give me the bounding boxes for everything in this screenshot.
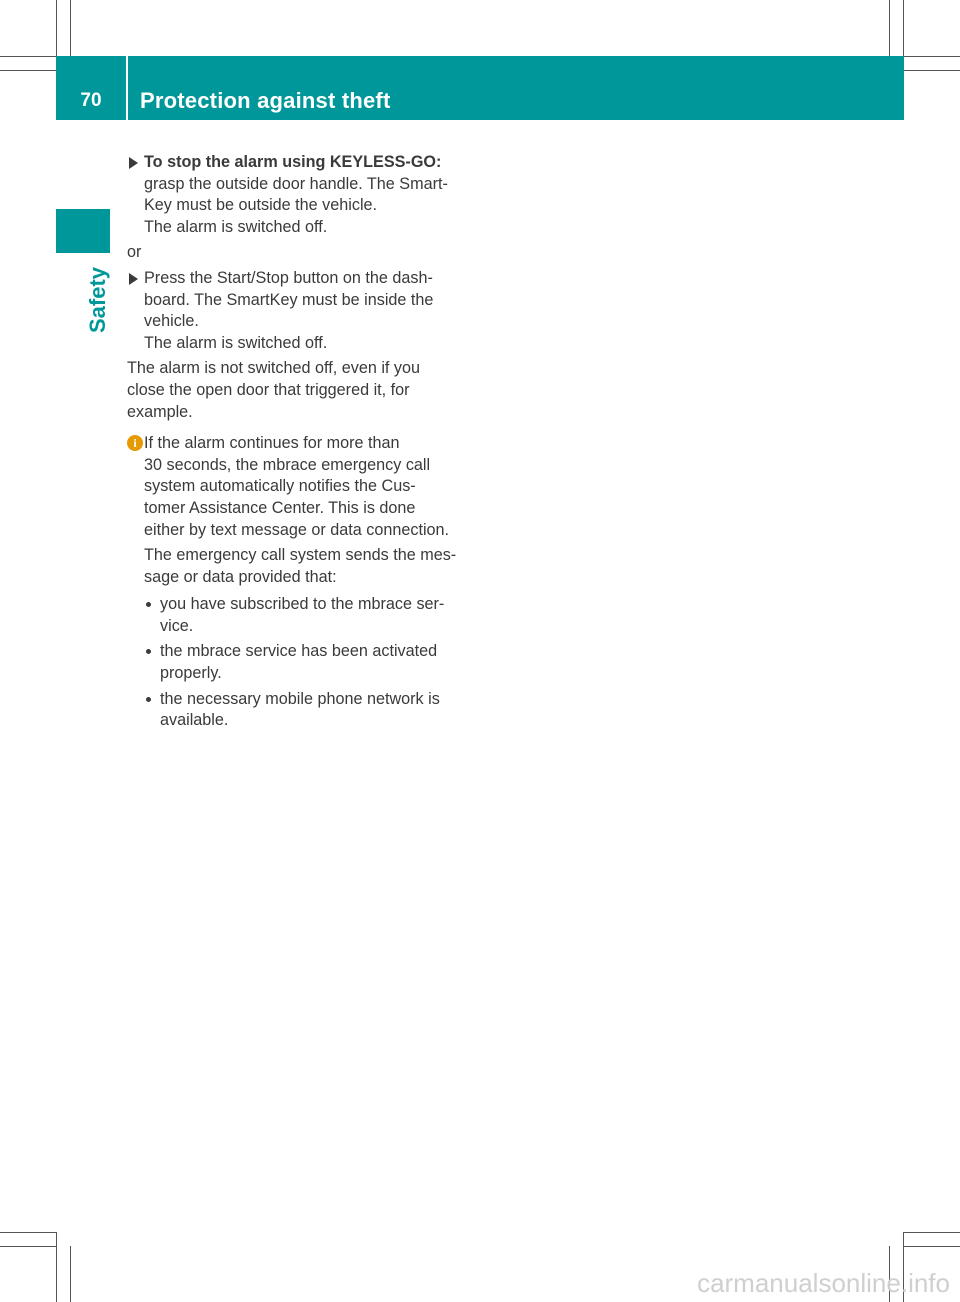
crop-mark xyxy=(0,56,56,57)
bullet-line: the necessary mobile phone network is xyxy=(160,689,440,708)
info-line: system automatically notifies the Cus- xyxy=(144,477,416,496)
bullet-line: the mbrace service has been activated xyxy=(160,642,438,661)
info-line: The emergency call system sends the mes- xyxy=(144,546,457,565)
crop-mark xyxy=(904,1232,960,1233)
crop-mark xyxy=(0,70,56,71)
bullet-line: you have subscribed to the mbrace ser- xyxy=(160,595,445,614)
info-bullet-list xyxy=(144,594,472,732)
step-text: board. The SmartKey must be inside the xyxy=(144,290,434,309)
step-start-stop xyxy=(127,268,472,354)
paragraph-line: example. xyxy=(127,402,193,421)
bullet-line: available. xyxy=(160,711,229,730)
side-tab-marker xyxy=(56,209,110,253)
step-keyless-go xyxy=(127,152,472,238)
body-paragraph xyxy=(127,358,472,423)
side-tab-label: Safety xyxy=(85,266,110,334)
header-divider xyxy=(126,56,128,120)
crop-mark xyxy=(889,0,890,56)
info-line: tomer Assistance Center. This is done xyxy=(144,498,416,517)
list-item xyxy=(144,594,472,637)
info-line: If the alarm continues for more than xyxy=(144,434,400,453)
info-line: sage or data provided that: xyxy=(144,567,337,586)
step-arrow-icon xyxy=(129,157,138,169)
list-item xyxy=(144,641,472,684)
info-paragraph xyxy=(144,433,472,541)
paragraph-line: close the open door that triggered it, for xyxy=(127,380,410,399)
info-paragraph xyxy=(144,545,472,588)
or-text: or xyxy=(127,243,142,262)
crop-mark xyxy=(70,1246,71,1302)
step-title: To stop the alarm using KEYLESS-GO: xyxy=(144,153,442,171)
bullet-dot-icon xyxy=(146,602,151,607)
crop-mark xyxy=(904,1246,960,1247)
step-text: grasp the outside door handle. The Smart- xyxy=(144,174,448,193)
crop-mark xyxy=(70,0,71,56)
crop-mark xyxy=(904,56,960,57)
step-text: The alarm is switched off. xyxy=(144,217,328,236)
step-text: vehicle. xyxy=(144,312,199,331)
content-column xyxy=(127,152,472,736)
crop-mark xyxy=(904,70,960,71)
bullet-line: properly. xyxy=(160,664,222,683)
step-text: The alarm is switched off. xyxy=(144,333,328,352)
step-text: Key must be outside the vehicle. xyxy=(144,196,378,215)
info-note xyxy=(127,433,472,732)
step-arrow-icon xyxy=(129,273,138,285)
info-line: 30 seconds, the mbrace emergency call xyxy=(144,455,431,474)
info-icon: i xyxy=(127,435,143,451)
bullet-dot-icon xyxy=(146,697,151,702)
page-number: 70 xyxy=(80,90,102,111)
info-line: either by text message or data connection. xyxy=(144,520,450,539)
crop-mark xyxy=(56,1232,57,1302)
crop-mark xyxy=(0,1246,56,1247)
bullet-line: vice. xyxy=(160,616,194,635)
paragraph-line: The alarm is not switched off, even if you xyxy=(127,359,421,378)
section-title: Protection against theft xyxy=(140,88,391,113)
list-item xyxy=(144,689,472,732)
crop-mark xyxy=(0,1232,56,1233)
step-text: Press the Start/Stop button on the dash- xyxy=(144,268,433,287)
watermark: carmanualsonline.info xyxy=(697,1268,950,1298)
bullet-dot-icon xyxy=(146,649,151,654)
